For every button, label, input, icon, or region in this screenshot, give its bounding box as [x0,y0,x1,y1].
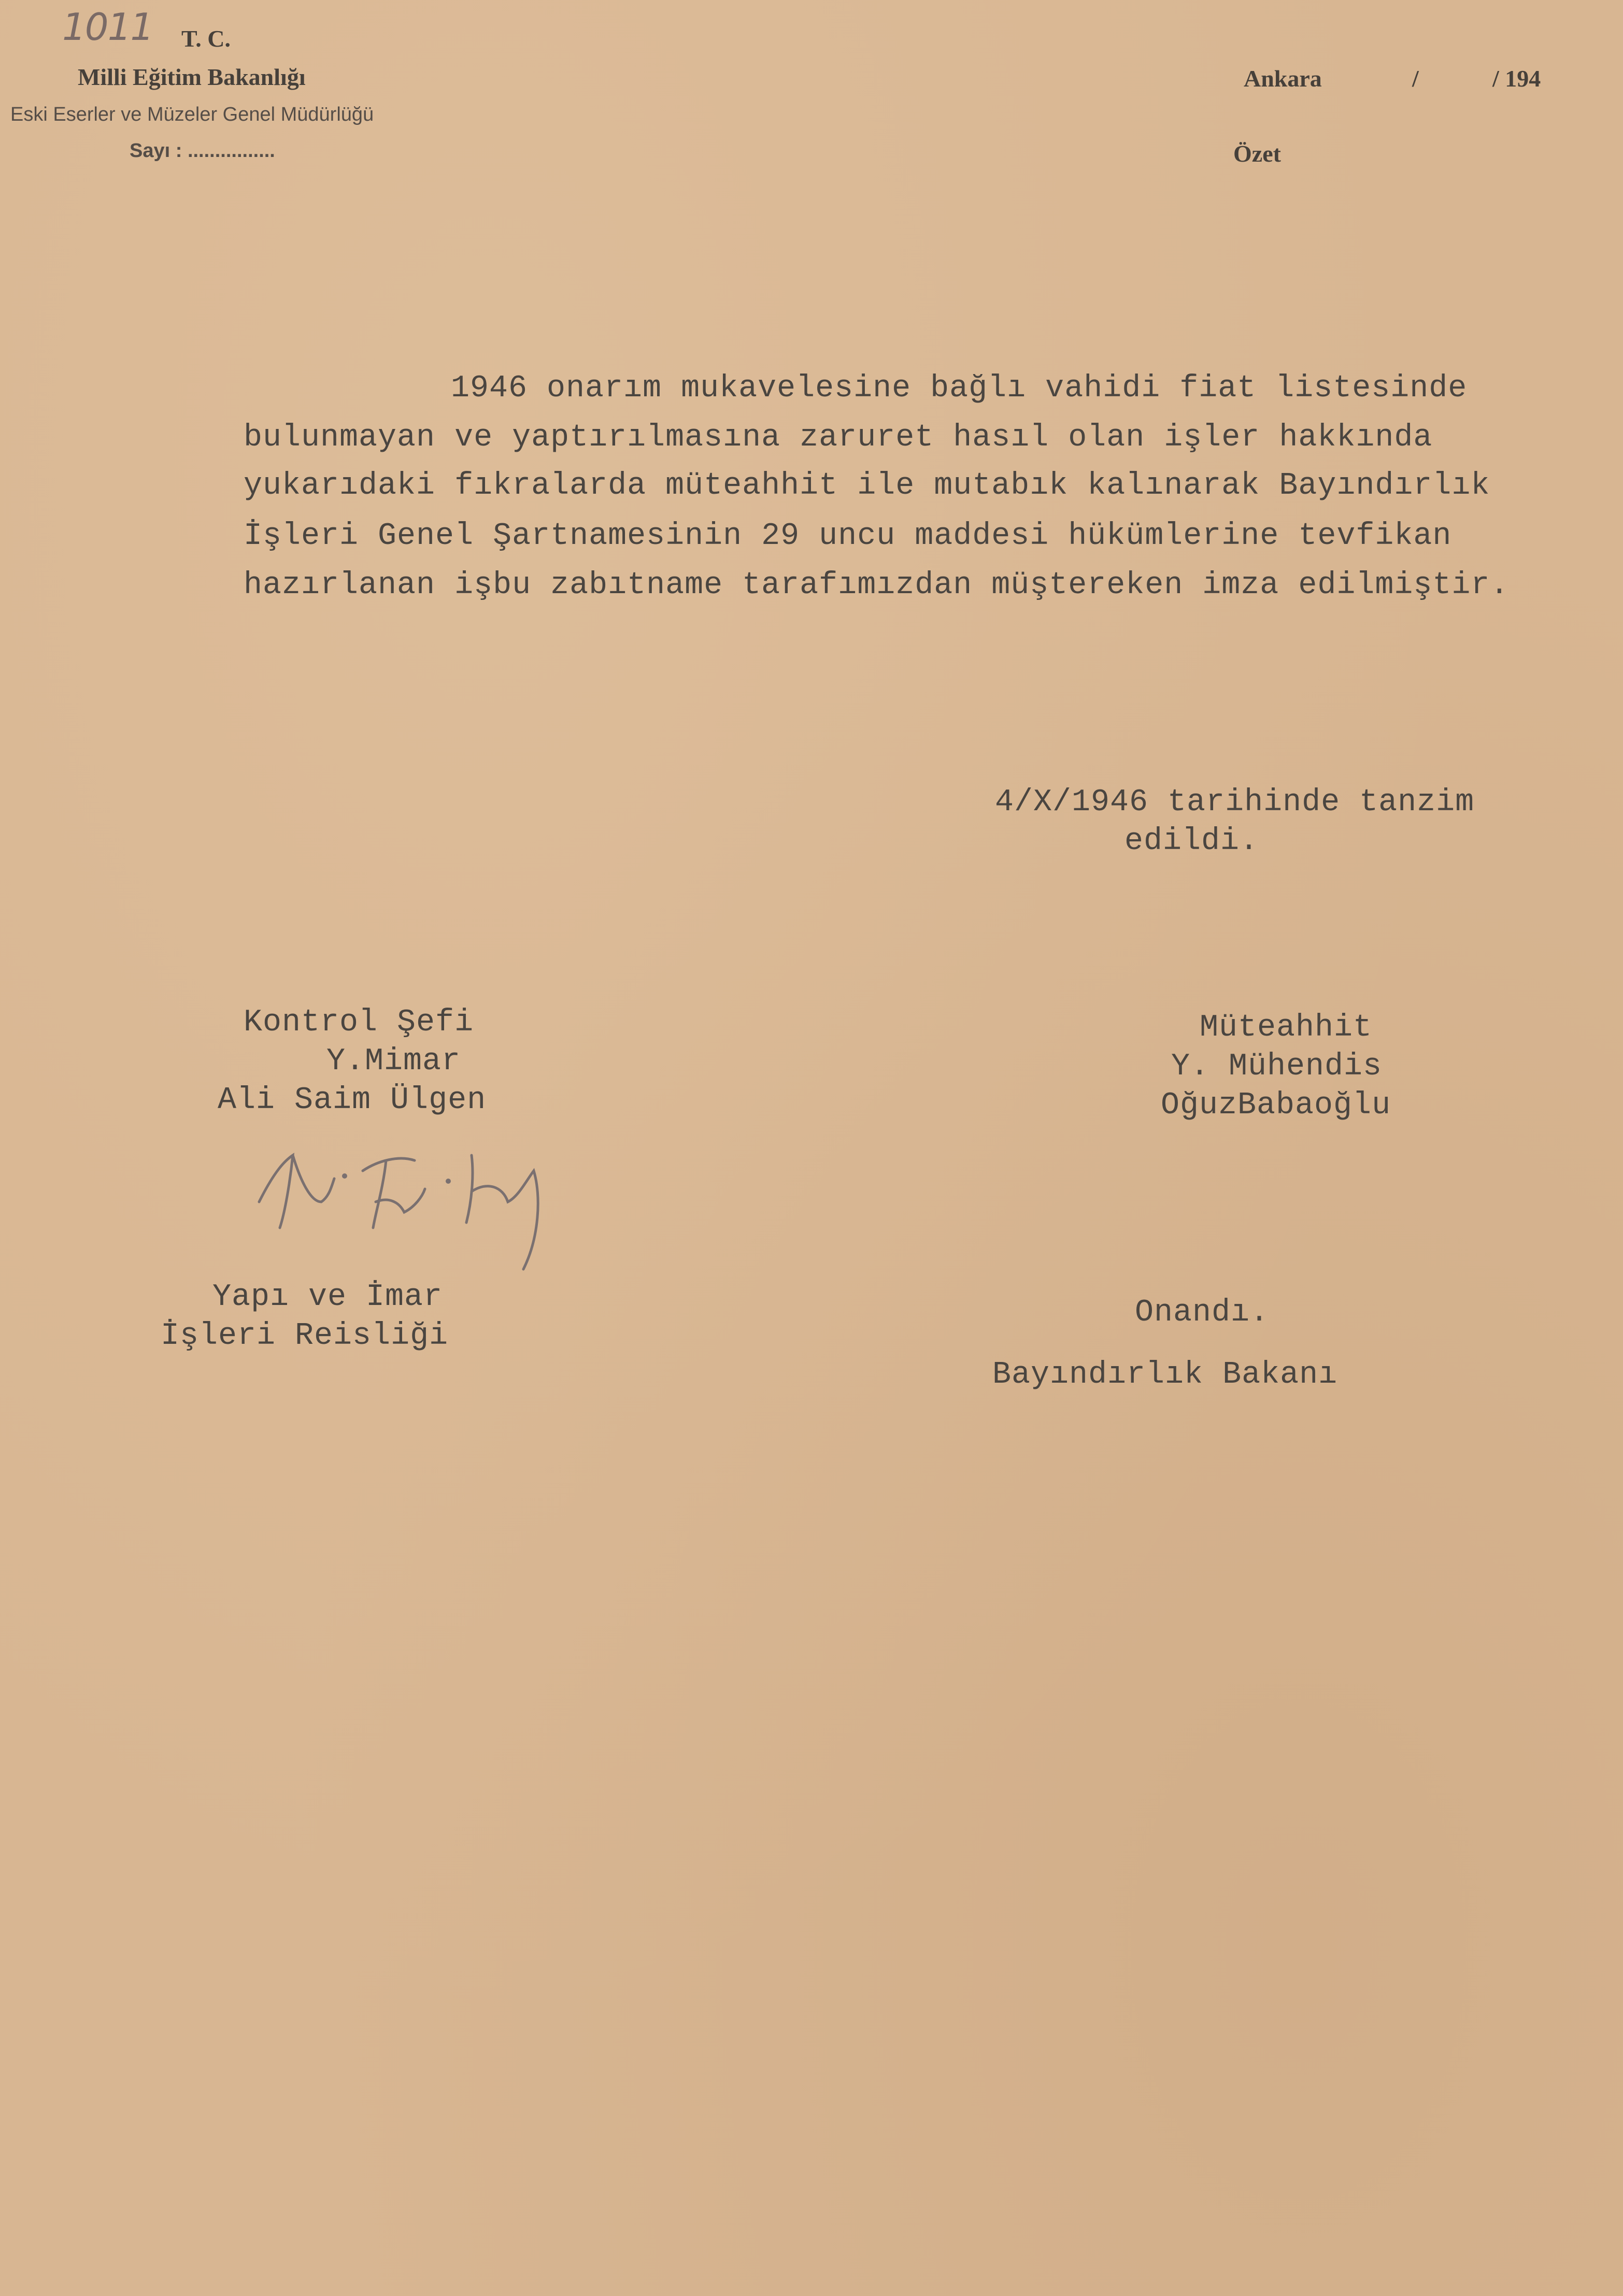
left-signatory-title: Kontrol Şefi [244,1005,474,1040]
header-date-year: / 194 [1492,65,1541,92]
left-signatory-name: Ali Saim Ülgen [218,1083,487,1118]
body-line-4: İşleri Genel Şartnamesinin 29 uncu maddesi hükümlerine tevfikan [244,519,1452,554]
body-line-3: yukarıdaki fıkralarda müteahhit ile mutabık kalınarak Bayındırlık [244,468,1490,504]
approved-label: Onandı. [1135,1295,1270,1330]
body-line-1: 1946 onarım mukavelesine bağlı vahidi fiat listesinde [451,371,1468,406]
right-signatory-role: Y. Mühendis [1171,1049,1383,1084]
approval-office-line-2: İşleri Reisliği [161,1318,449,1354]
handwritten-reference: 1011 [62,5,153,49]
minister-title: Bayındırlık Bakanı [992,1357,1338,1393]
body-line-5: hazırlanan işbu zabıtname tarafımızdan müştereken imza edilmiştir. [244,568,1510,603]
ozet-label: Özet [1233,140,1281,167]
handwritten-signature [244,1124,586,1280]
left-signatory-role: Y.Mimar [326,1044,461,1079]
letterhead-directorate: Eski Eserler ve Müzeler Genel Müdürlüğü [10,104,374,125]
letterhead-ministry: Milli Eğitim Bakanlığı [78,64,306,90]
right-signatory-name: OğuzBabaoğlu [1161,1088,1391,1123]
letterhead-tc: T. C. [181,25,231,52]
letterhead-sayi: Sayı : ................ [130,140,275,162]
date-line-1: 4/X/1946 tarihinde tanzim [995,785,1475,820]
date-line-2: edildi. [1124,824,1259,859]
body-line-2: bulunmayan ve yaptırılmasına zaruret hasıl olan işler hakkında [244,420,1433,455]
right-signatory-title: Müteahhit [1200,1010,1373,1045]
approval-office-line-1: Yapı ve İmar [212,1280,443,1315]
header-date-slash: / [1412,65,1419,92]
header-city: Ankara [1244,65,1322,92]
